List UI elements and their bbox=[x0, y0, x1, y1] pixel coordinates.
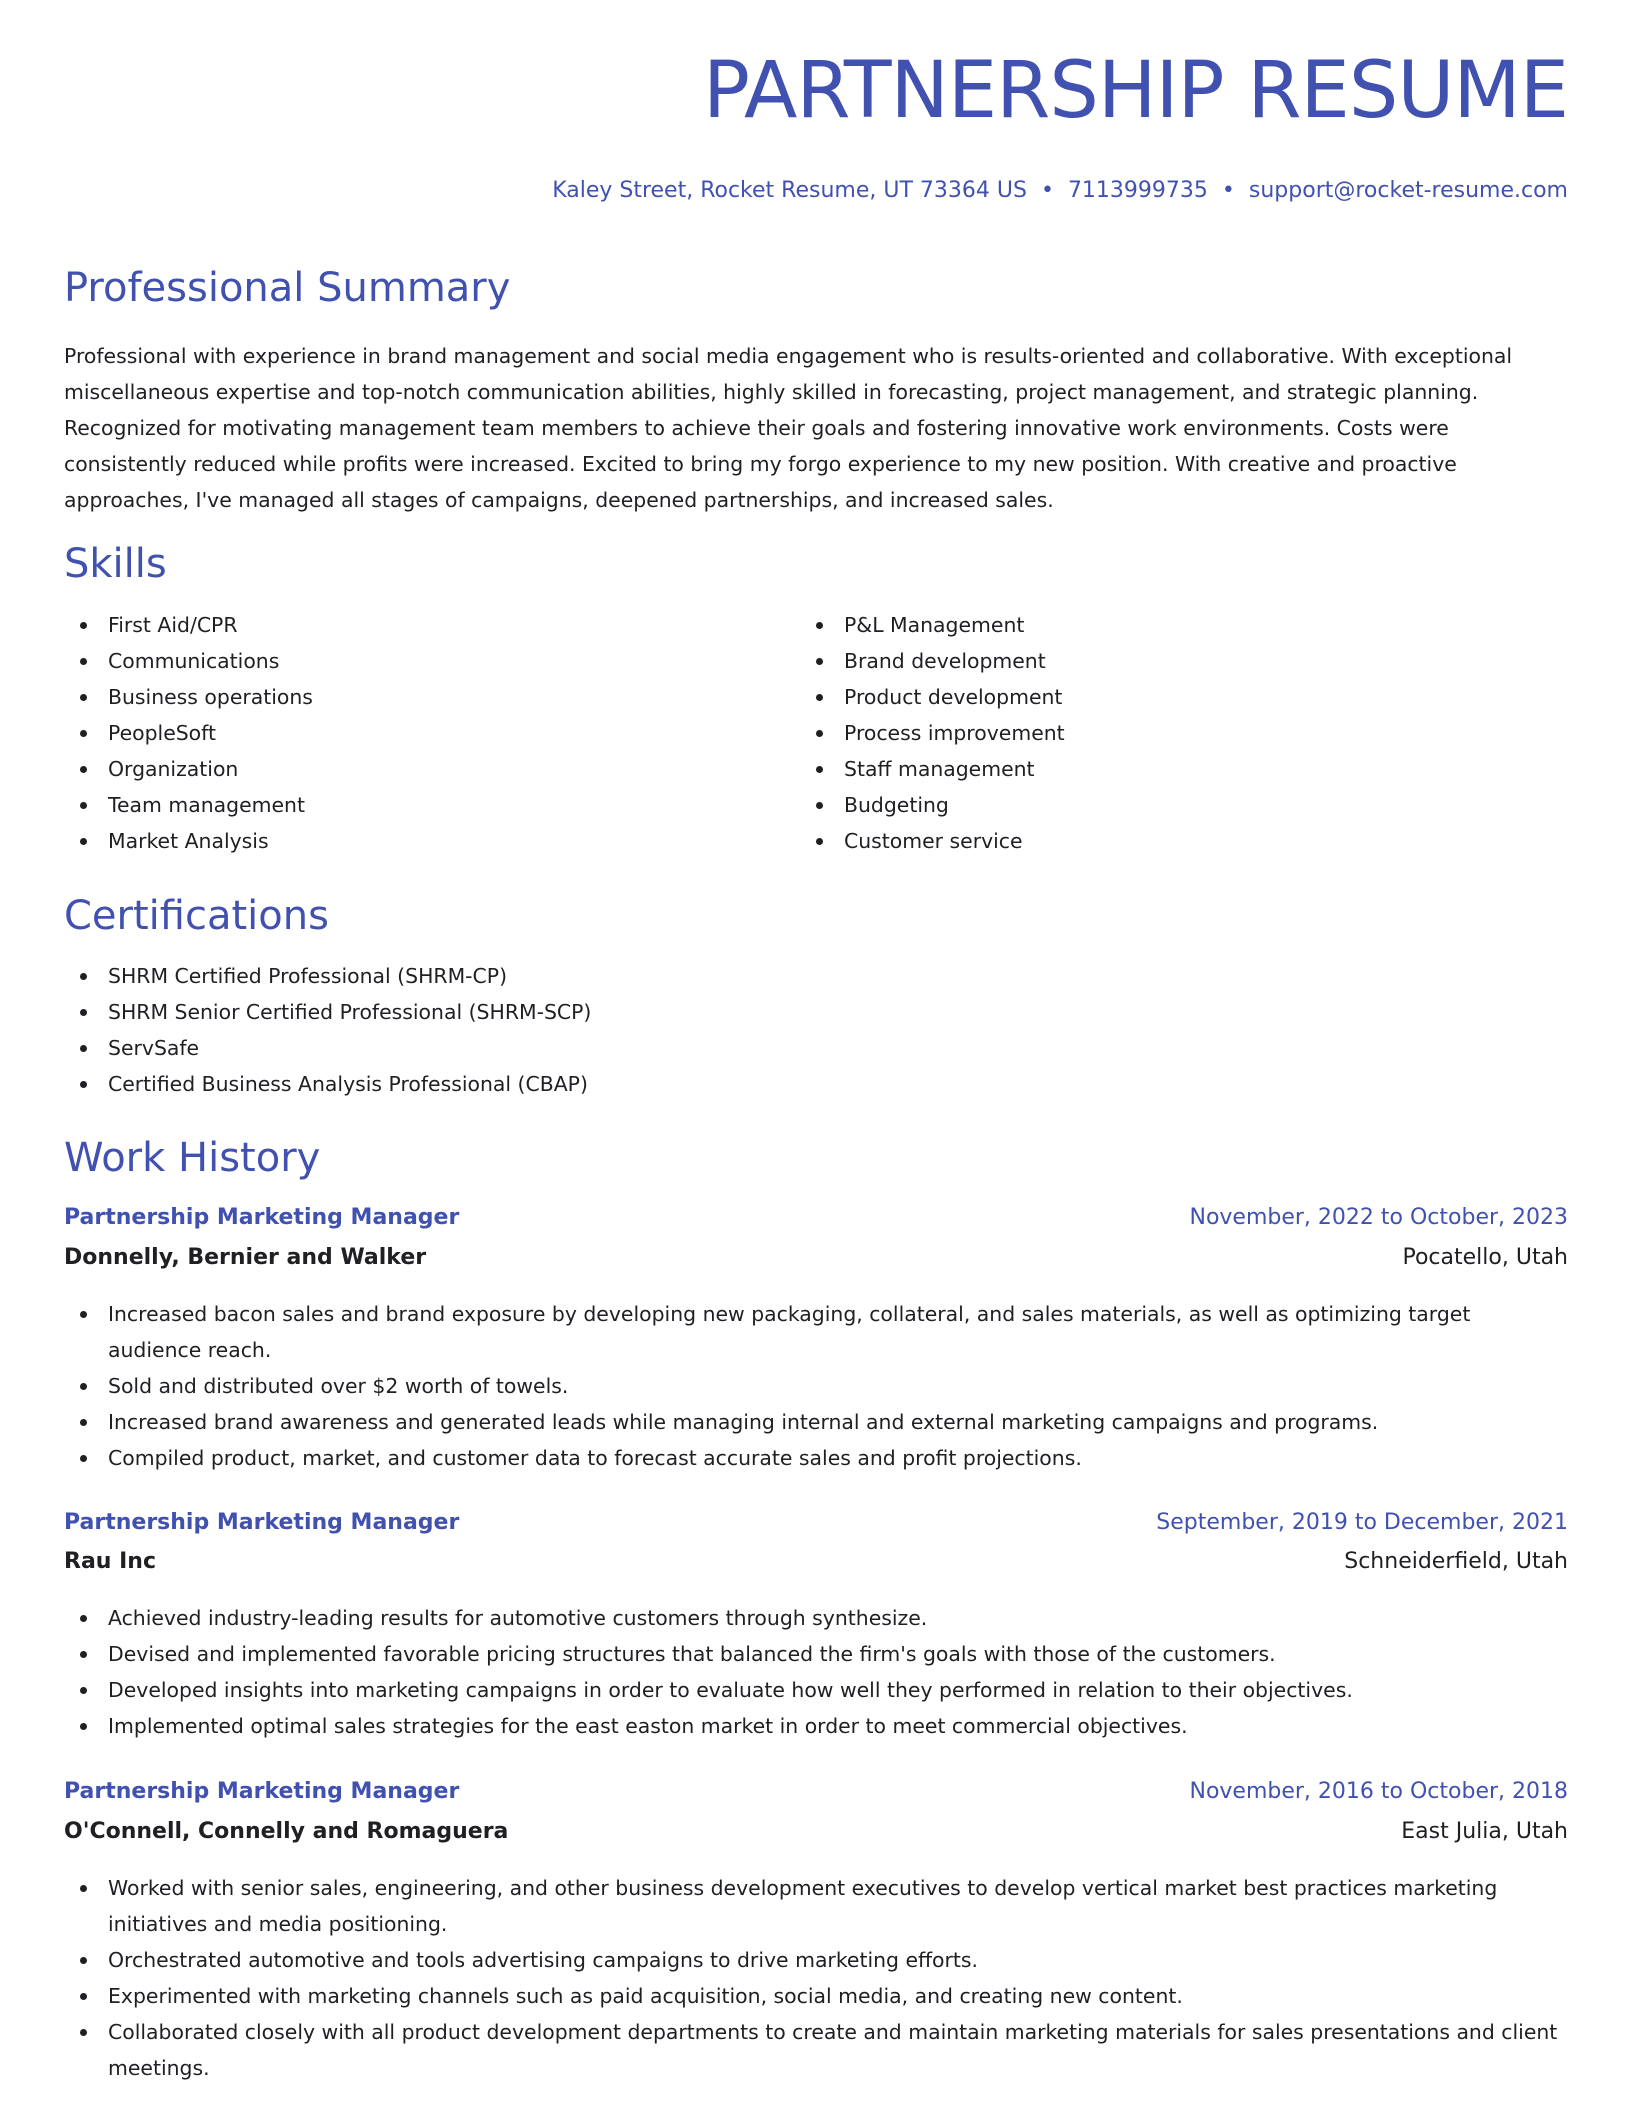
job-bullet: Experimented with marketing channels such as paid acquisition, social media, and creating new content. bbox=[64, 1978, 1568, 2014]
skill-item: Communications bbox=[64, 643, 313, 679]
job-title-row bbox=[64, 1203, 1568, 1233]
job-title: Partnership Marketing Manager bbox=[64, 1779, 460, 1804]
summary-text: Professional with experience in brand management and social media engagement who is results-oriented and collaborative. With exceptional miscellaneous expertise and top-notch communication abilities, highly skilled in forecasting, project management, and strategic planning. Recognized for motivating management team members to achieve their goals and fostering innovative work environments. Costs were consistently reduced while profits were increased. Excited to bring my forgo experience to my new position. With creative and proactive approaches, I've managed all stages of campaigns, deepened partnerships, and increased sales. bbox=[64, 344, 1513, 512]
job-dates: November, 2016 to October, 2018 bbox=[1189, 1779, 1568, 1804]
job-dates: November, 2022 to October, 2023 bbox=[1189, 1205, 1568, 1230]
certifications-heading: Certifications bbox=[64, 893, 329, 939]
contact-address: Kaley Street, Rocket Resume, UT 73364 US bbox=[552, 178, 1027, 203]
contact-email[interactable]: support@rocket-resume.com bbox=[1248, 178, 1568, 203]
job-company: Rau Inc bbox=[64, 1549, 156, 1574]
skill-item: Brand development bbox=[800, 643, 1065, 679]
job-company-row bbox=[64, 1243, 1568, 1273]
certifications-list bbox=[64, 958, 591, 1102]
job-title: Partnership Marketing Manager bbox=[64, 1510, 460, 1535]
skills-list-left bbox=[64, 607, 313, 859]
job-bullet: Worked with senior sales, engineering, and other business development executives to develop vertical market best practices marketing initiatives and media positioning. bbox=[64, 1870, 1568, 1942]
skill-item: Process improvement bbox=[800, 715, 1065, 751]
skill-item: Staff management bbox=[800, 751, 1065, 787]
job-bullet: Collaborated closely with all product development departments to create and maintain marketing materials for sales presentations and client meetings. bbox=[64, 2014, 1568, 2086]
job-title: Partnership Marketing Manager bbox=[64, 1205, 460, 1230]
resume-name: PARTNERSHIP RESUME bbox=[702, 46, 1568, 136]
contact-separator: • bbox=[1221, 178, 1235, 203]
job-title-row bbox=[64, 1508, 1568, 1538]
skill-item: Budgeting bbox=[800, 787, 1065, 823]
skill-item: PeopleSoft bbox=[64, 715, 313, 751]
job-bullets bbox=[64, 1600, 1568, 1744]
certification-item: Certified Business Analysis Professional (CBAP) bbox=[64, 1066, 591, 1102]
job-company-row bbox=[64, 1817, 1568, 1847]
job-bullet: Implemented optimal sales strategies for the east easton market in order to meet commercial objectives. bbox=[64, 1708, 1568, 1744]
skill-item: Product development bbox=[800, 679, 1065, 715]
job-bullet: Increased bacon sales and brand exposure by developing new packaging, collateral, and sales materials, as well as optimizing target audience reach. bbox=[64, 1296, 1568, 1368]
job-bullets bbox=[64, 1870, 1568, 2086]
certification-item: ServSafe bbox=[64, 1030, 591, 1066]
skills-heading: Skills bbox=[64, 541, 167, 587]
summary-heading: Professional Summary bbox=[64, 265, 511, 311]
contact-line bbox=[552, 180, 1568, 202]
skills-list-right bbox=[800, 607, 1065, 859]
skill-item: P&L Management bbox=[800, 607, 1065, 643]
skill-item: Organization bbox=[64, 751, 313, 787]
job-location: Pocatello, Utah bbox=[1402, 1245, 1568, 1270]
job-bullet: Developed insights into marketing campaigns in order to evaluate how well they performed in relation to their objectives. bbox=[64, 1672, 1568, 1708]
certification-item: SHRM Senior Certified Professional (SHRM-SCP) bbox=[64, 994, 591, 1030]
job-company: O'Connell, Connelly and Romaguera bbox=[64, 1819, 509, 1844]
job-title-row bbox=[64, 1777, 1568, 1807]
skill-item: Team management bbox=[64, 787, 313, 823]
skill-item: Business operations bbox=[64, 679, 313, 715]
skill-item: Customer service bbox=[800, 823, 1065, 859]
work-history-heading: Work History bbox=[64, 1135, 321, 1181]
job-bullet: Achieved industry-leading results for automotive customers through synthesize. bbox=[64, 1600, 1568, 1636]
job-location: East Julia, Utah bbox=[1401, 1819, 1568, 1844]
certification-item: SHRM Certified Professional (SHRM-CP) bbox=[64, 958, 591, 994]
job-company-row bbox=[64, 1547, 1568, 1577]
job-bullets bbox=[64, 1296, 1568, 1476]
skill-item: First Aid/CPR bbox=[64, 607, 313, 643]
skill-item: Market Analysis bbox=[64, 823, 313, 859]
job-location: Schneiderfield, Utah bbox=[1344, 1549, 1568, 1574]
job-bullet: Orchestrated automotive and tools advertising campaigns to drive marketing efforts. bbox=[64, 1942, 1568, 1978]
job-dates: September, 2019 to December, 2021 bbox=[1156, 1510, 1568, 1535]
job-bullet: Sold and distributed over $2 worth of towels. bbox=[64, 1368, 1568, 1404]
contact-separator: • bbox=[1040, 178, 1054, 203]
contact-phone[interactable]: 7113999735 bbox=[1067, 178, 1208, 203]
job-bullet: Devised and implemented favorable pricing structures that balanced the firm's goals with those of the customers. bbox=[64, 1636, 1568, 1672]
job-bullet: Compiled product, market, and customer data to forecast accurate sales and profit projections. bbox=[64, 1440, 1568, 1476]
job-company: Donnelly, Bernier and Walker bbox=[64, 1245, 427, 1270]
job-bullet: Increased brand awareness and generated leads while managing internal and external marketing campaigns and programs. bbox=[64, 1404, 1568, 1440]
